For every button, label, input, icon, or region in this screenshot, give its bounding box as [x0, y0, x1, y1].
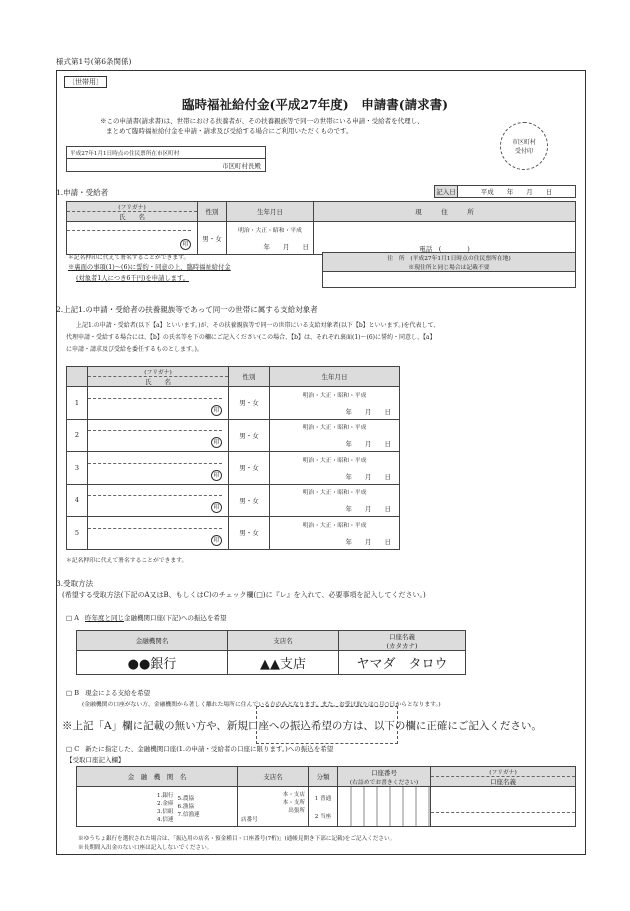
branch-name-value[interactable]: ▲▲支店	[228, 651, 339, 675]
seal-mark: 印	[180, 239, 191, 250]
era-options: 明治・大正・昭和・平成	[302, 425, 367, 432]
dependent-row[interactable]	[67, 517, 400, 550]
era-options: 明治・大正・昭和・平成	[302, 490, 367, 497]
seal-mark: 印	[211, 405, 222, 416]
seal-mark: 印	[211, 470, 222, 481]
bank-name-value[interactable]: ●●銀行	[77, 651, 228, 675]
dependent-gender-cell[interactable]: 男・女	[229, 517, 270, 550]
intro-line-1: ※この申請書(請求書)は、世帯における扶養者が、その扶養親族等で同一の世帯にいる申請・受給者を代理し、	[100, 117, 424, 125]
bank-type-option: 1.銀行	[157, 792, 174, 799]
dependent-birth-cell[interactable]	[270, 452, 400, 485]
page-title: 臨時福祉給付金(平成27年度) 申請書(請求書)	[181, 97, 449, 112]
registered-address-table	[322, 252, 576, 288]
option-b-note: (金融機関の口座がない方、金融機関から著しく離れた場所に住んでいる方のみとなります。また、お受け取りは○月○日からとなります。)	[82, 702, 441, 708]
option-a-bank-table	[76, 630, 466, 675]
ymd-label: 年 月 日	[345, 537, 391, 546]
dependent-name-cell[interactable]	[88, 387, 229, 420]
bank-type-option: 6.漁協	[177, 803, 195, 810]
row-number: 3	[67, 452, 88, 485]
row-number: 5	[67, 517, 88, 550]
option-b-checkbox[interactable]: □ B	[66, 689, 79, 697]
section2-heading: 2.上記1.の申請・受給者の扶養親族等であって同一の世帯に属する支給対象者	[56, 305, 318, 314]
era-options: 明治・大正・昭和・平成	[302, 457, 367, 464]
name-label: 氏 名	[119, 213, 145, 221]
dependent-birth-cell[interactable]	[270, 419, 400, 452]
row-number: 2	[67, 419, 88, 452]
section2-para-1: 上記1.の申請・受給者(以下【a】といいます。)が、その扶養親族等で同一の世帯にいる支給対象者(以下【b】といいます。)を代表して、	[76, 322, 440, 329]
ymd-label: 年 月 日	[345, 407, 391, 416]
receipt-form-label: 【受取口座記入欄】	[66, 756, 125, 764]
option-a-underlined: 昨年度と同じ	[84, 614, 124, 622]
section2-para-2: 代理申請・受給する場合には、【b】の氏名等を下の欄にご記入ください(この場合、【b】は、それぞれ裏面(1)～(6)に誓約・同意し、【a】	[66, 334, 436, 341]
footnote-2: ※長期間入出金のない口座は記入しないでください。	[78, 845, 213, 851]
dependent-name-cell[interactable]	[88, 452, 229, 485]
holder-name-value[interactable]: ヤマダ タロウ	[339, 651, 466, 675]
branch-name-header: 支店名	[228, 631, 339, 651]
seal-mark: 印	[211, 437, 222, 448]
bank-type-option: 2.金庫	[157, 800, 174, 807]
row-number-header	[67, 367, 88, 387]
account-class-option: 1 普通	[314, 795, 332, 802]
option-a[interactable]	[66, 613, 227, 622]
era-options: 明治・大正・昭和・平成	[302, 522, 367, 529]
residence-label: 平成27年1月1日時点の住民票所在市区町村	[67, 147, 266, 159]
furigana-label: (フリガナ)	[67, 202, 197, 212]
branch-type-option: 本・支店	[282, 792, 305, 798]
c-bank-cell[interactable]	[77, 787, 238, 827]
dependent-name-header	[88, 367, 229, 387]
section1-heading: 1.申請・受給者	[56, 188, 109, 197]
branch-type-option: 出張所	[288, 808, 305, 814]
option-a-checkbox[interactable]: □ A	[66, 614, 79, 622]
dependent-gender-cell[interactable]: 男・女	[229, 419, 270, 452]
dependent-gender-header: 性別	[229, 367, 270, 387]
seal-mark: 印	[211, 535, 222, 546]
bank-name-header: 金融機関名	[77, 631, 228, 651]
callout-text: ※上記「A」欄に記載の無い方や、新規口座への振込希望の方は、以下の欄に正確にご記入ください。	[62, 720, 542, 732]
c-holder-cell[interactable]	[431, 787, 576, 827]
option-c-text: 新たに指定した、金融機関口座(1.の申請・受給者の口座に限ります。)への振込を希望	[85, 745, 334, 753]
birth-header: 生年月日	[227, 202, 314, 222]
dependent-gender-cell[interactable]: 男・女	[229, 387, 270, 420]
address-cell[interactable]	[314, 222, 576, 255]
bank-type-option: 4.信連	[157, 816, 174, 823]
gender-cell[interactable]: 男・女	[198, 222, 227, 255]
callout-dashed-box	[256, 706, 398, 744]
applicant-name-cell[interactable]	[67, 222, 198, 255]
option-c-checkbox[interactable]: □ C	[66, 745, 80, 753]
option-b[interactable]	[66, 688, 150, 697]
registered-address-label: 住 所 (平成27年1月1日時点の住民票所在地) ※現住所と同じ場合は記載不要	[323, 253, 576, 272]
option-a-text: 金融機関口座(下記)への振込を希望	[123, 614, 227, 622]
residence-mayor[interactable]: 市区町村長殿	[67, 159, 266, 172]
branch-type-option: 本・支所	[282, 800, 305, 806]
c-bank-types-left	[157, 791, 174, 823]
pledge-line-2: (対象者1人につき6千円)を申請します。	[76, 275, 190, 282]
phone-label: 電話 ( )	[419, 245, 470, 253]
dependent-name-cell[interactable]	[88, 419, 229, 452]
dependent-name-cell[interactable]	[88, 517, 229, 550]
residence-box	[66, 146, 266, 172]
dependent-row[interactable]	[67, 419, 400, 452]
section3-instruction: (希望する受取方法(下記のA又はB、もしくはC)のチェック欄(□)に『レ』を入れて、必要事項を記入してください。)	[62, 591, 426, 599]
dependent-row[interactable]	[67, 452, 400, 485]
ymd-label: 年 月 日	[345, 440, 391, 449]
gender-header: 性別	[198, 202, 227, 222]
bank-type-option: 3.信組	[157, 808, 174, 815]
birth-cell[interactable]	[227, 222, 314, 255]
holder-name-header: 口座名義 (カタカナ)	[339, 631, 466, 651]
c-branch-cell[interactable]	[238, 787, 309, 827]
ymd-label: 年 月 日	[345, 472, 391, 481]
section3-heading: 3.受取方法	[56, 579, 94, 588]
c-branch-header: 支店名	[238, 767, 309, 787]
row-number: 4	[67, 484, 88, 517]
c-account-header: 口座番号 (右詰めでお書きください)	[338, 767, 431, 787]
bank-type-option: 5.農協	[177, 795, 195, 802]
option-c-table	[76, 766, 576, 827]
ymd-label: 年 月 日	[263, 243, 309, 251]
dependent-birth-cell[interactable]	[270, 484, 400, 517]
stamp-line-2: 受付印	[514, 148, 533, 155]
option-b-text: 現金による支給を希望	[85, 689, 151, 697]
seal-note: ＊記名押印に代えて署名することができます。	[68, 255, 190, 261]
entry-date-box	[434, 185, 576, 198]
c-branch-types	[238, 790, 305, 814]
c-type-cell[interactable]	[309, 787, 338, 827]
dependent-name-cell[interactable]	[88, 484, 229, 517]
c-holder-header: (フリガナ) 口座名義	[431, 767, 576, 787]
dependent-row[interactable]	[67, 484, 400, 517]
dependent-gender-cell[interactable]: 男・女	[229, 452, 270, 485]
account-class-option: 2 当座	[314, 813, 332, 820]
dependent-name-label: 氏 名	[145, 378, 171, 386]
dependent-furigana-label: (フリガナ)	[88, 367, 228, 377]
household-tag: 〔世帯用〕	[64, 76, 107, 88]
form-id: 様式第1号(第6条関係)	[56, 57, 132, 66]
pledge-line-1: ※裏面の事項(1)～(6)に誓約・同意の上、臨時福祉給付金	[68, 264, 231, 271]
era-options: 明治・大正・昭和・平成	[302, 392, 367, 399]
entry-date-value[interactable]: 平成 年 月 日	[458, 186, 576, 198]
c-bank-header: 金 融 機 関 名	[77, 767, 238, 787]
stamp-line-1: 市区町村	[511, 139, 536, 146]
reception-stamp-circle	[500, 122, 548, 170]
ymd-label: 年 月 日	[345, 505, 391, 514]
bank-type-option: 7.信漁連	[177, 811, 200, 818]
era-options: 明治・大正・昭和・平成	[238, 228, 302, 234]
dependent-birth-header: 生年月日	[270, 367, 400, 387]
c-account-note: (右詰めでお書きください)	[349, 779, 419, 786]
c-account-cell[interactable]	[338, 787, 431, 827]
applicant-table	[66, 201, 576, 255]
row-number: 1	[67, 387, 88, 420]
option-c[interactable]	[66, 744, 333, 753]
seal-mark: 印	[211, 502, 222, 513]
registered-address-cell[interactable]	[323, 272, 576, 288]
section2-note: ＊記名押印に代えて署名することができます。	[66, 558, 188, 564]
c-holder-furigana: (フリガナ)	[431, 767, 575, 777]
intro-line-2: まとめて臨時福祉給付金を申請・請求及び受給する場合にご利用いただくものです。	[106, 127, 353, 135]
registered-address-note: ※現住所と同じ場合は記載不要	[408, 265, 490, 271]
footnote-1: ※ゆうちょ銀行を選択された場合は、「振込用の店名・預金種目・口座番号(7桁)」(通帳見開き下部に記載)をご記入ください。	[78, 836, 396, 842]
holder-katakana-note: (カタカナ)	[386, 641, 418, 650]
section2-para-3: に申請・請求及び受給を委任するものとします。)。	[66, 346, 203, 353]
dependent-birth-cell[interactable]	[270, 387, 400, 420]
dependent-row[interactable]	[67, 387, 400, 420]
applicant-name-header	[67, 202, 198, 222]
dependent-birth-cell[interactable]	[270, 517, 400, 550]
dependent-gender-cell[interactable]: 男・女	[229, 484, 270, 517]
c-account-classes	[309, 794, 337, 820]
c-bank-types-right	[178, 791, 200, 823]
dependents-table	[66, 366, 400, 550]
address-header: 現 住 所	[314, 202, 576, 222]
entry-date-label: 記入日	[435, 186, 458, 198]
c-type-header: 分類	[309, 767, 338, 787]
c-branch-number-label: 店番号	[241, 817, 258, 823]
